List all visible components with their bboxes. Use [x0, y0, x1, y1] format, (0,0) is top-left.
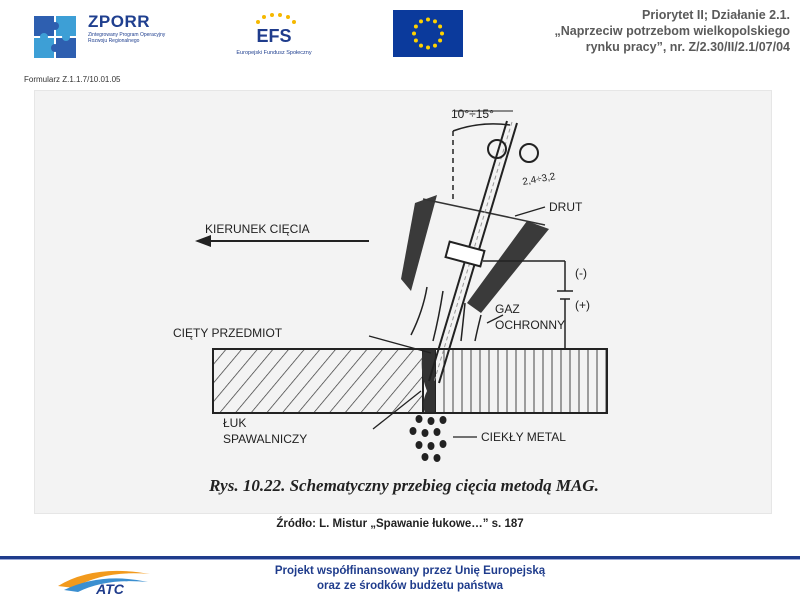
arc-label-line-1: ŁUK [223, 416, 247, 430]
eu-star-icon [419, 44, 423, 48]
gas-label-line-1: GAZ [495, 302, 520, 316]
metal-droplet [422, 453, 429, 461]
source-citation: Źródło: L. Mistur „Spawanie łukowe…” s. 187 [276, 518, 524, 530]
mag-cutting-diagram [34, 90, 772, 514]
metal-droplet [410, 427, 417, 435]
dimension-label: 2,4÷3,2 [521, 171, 557, 188]
metal-droplet [422, 429, 429, 437]
atc-logo-icon [54, 560, 154, 598]
efs-caption: Europejski Fundusz Społeczny [236, 50, 312, 56]
metal-droplet [416, 415, 423, 423]
eu-star-icon [433, 19, 437, 23]
zporr-subtitle: Zintegrowany Program Operacyjny Rozwoju Regionalnego [88, 32, 166, 44]
footer-line-2: oraz ze środków budżetu państwa [317, 580, 503, 592]
footer-line-1: Projekt współfinansowany przez Unię Europejską [274, 565, 546, 577]
zporr-logo [32, 10, 166, 60]
eu-flag-icon [393, 10, 463, 57]
workpiece [213, 349, 607, 413]
priority-line-1: Priorytet II; Działanie 2.1. [642, 8, 790, 22]
direction-label: KIERUNEK CIĘCIA [205, 222, 310, 236]
priority-info [490, 7, 790, 55]
gas-label-line-2: OCHRONNY [495, 318, 566, 332]
eu-star-icon [414, 39, 418, 43]
efs-logo [228, 8, 320, 60]
zporr-title: ZPORR [88, 12, 150, 31]
metal-label: CIEKŁY METAL [481, 430, 566, 444]
diagram-caption: Rys. 10.22. Schematyczny przebieg cięcia metodą MAG. [209, 476, 599, 495]
eu-star-icon [440, 32, 444, 36]
footer-text [200, 564, 620, 594]
efs-title: EFS [256, 26, 292, 46]
cutting-direction-arrow [195, 235, 369, 247]
angle-label: 10°÷15° [451, 107, 494, 121]
zporr-puzzle-icon [32, 10, 82, 60]
gas-flow-arrows [411, 287, 481, 341]
eu-star-icon [419, 19, 423, 23]
metal-droplet [440, 440, 447, 448]
eu-star-icon [438, 25, 442, 29]
priority-line-2: „Naprzeciw potrzebom wielkopolskiego [554, 24, 790, 38]
eu-star-icon [426, 18, 430, 22]
molten-metal-droplets [410, 415, 447, 462]
eu-star-icon [412, 32, 416, 36]
header [0, 0, 800, 68]
contact-tube [446, 242, 485, 267]
metal-droplet [440, 416, 447, 424]
eu-star-icon [438, 39, 442, 43]
eu-star-icon [433, 44, 437, 48]
atc-text: ATC [96, 581, 124, 597]
eu-star-icon [426, 46, 430, 50]
metal-droplet [434, 454, 441, 462]
form-code: Formularz Z.1.1.7/10.01.05 [24, 75, 121, 84]
metal-droplet [434, 428, 441, 436]
metal-droplet [416, 441, 423, 449]
atc-logo [54, 560, 154, 598]
metal-droplet [428, 442, 435, 450]
minus-label: (-) [575, 266, 587, 280]
diagram-drawing [35, 91, 773, 515]
priority-line-3: rynku pracy”, nr. Z/2.30/II/2.1/07/04 [585, 40, 790, 54]
workpiece-label: CIĘTY PRZEDMIOT [173, 326, 283, 340]
efs-stars-icon [228, 8, 320, 50]
eu-flag [393, 10, 463, 57]
wire-label: DRUT [549, 200, 583, 214]
feed-rollers [488, 140, 538, 162]
metal-droplet [428, 417, 435, 425]
plus-label: (+) [575, 298, 590, 312]
arc-label-line-2: SPAWALNICZY [223, 432, 308, 446]
eu-star-icon [414, 25, 418, 29]
